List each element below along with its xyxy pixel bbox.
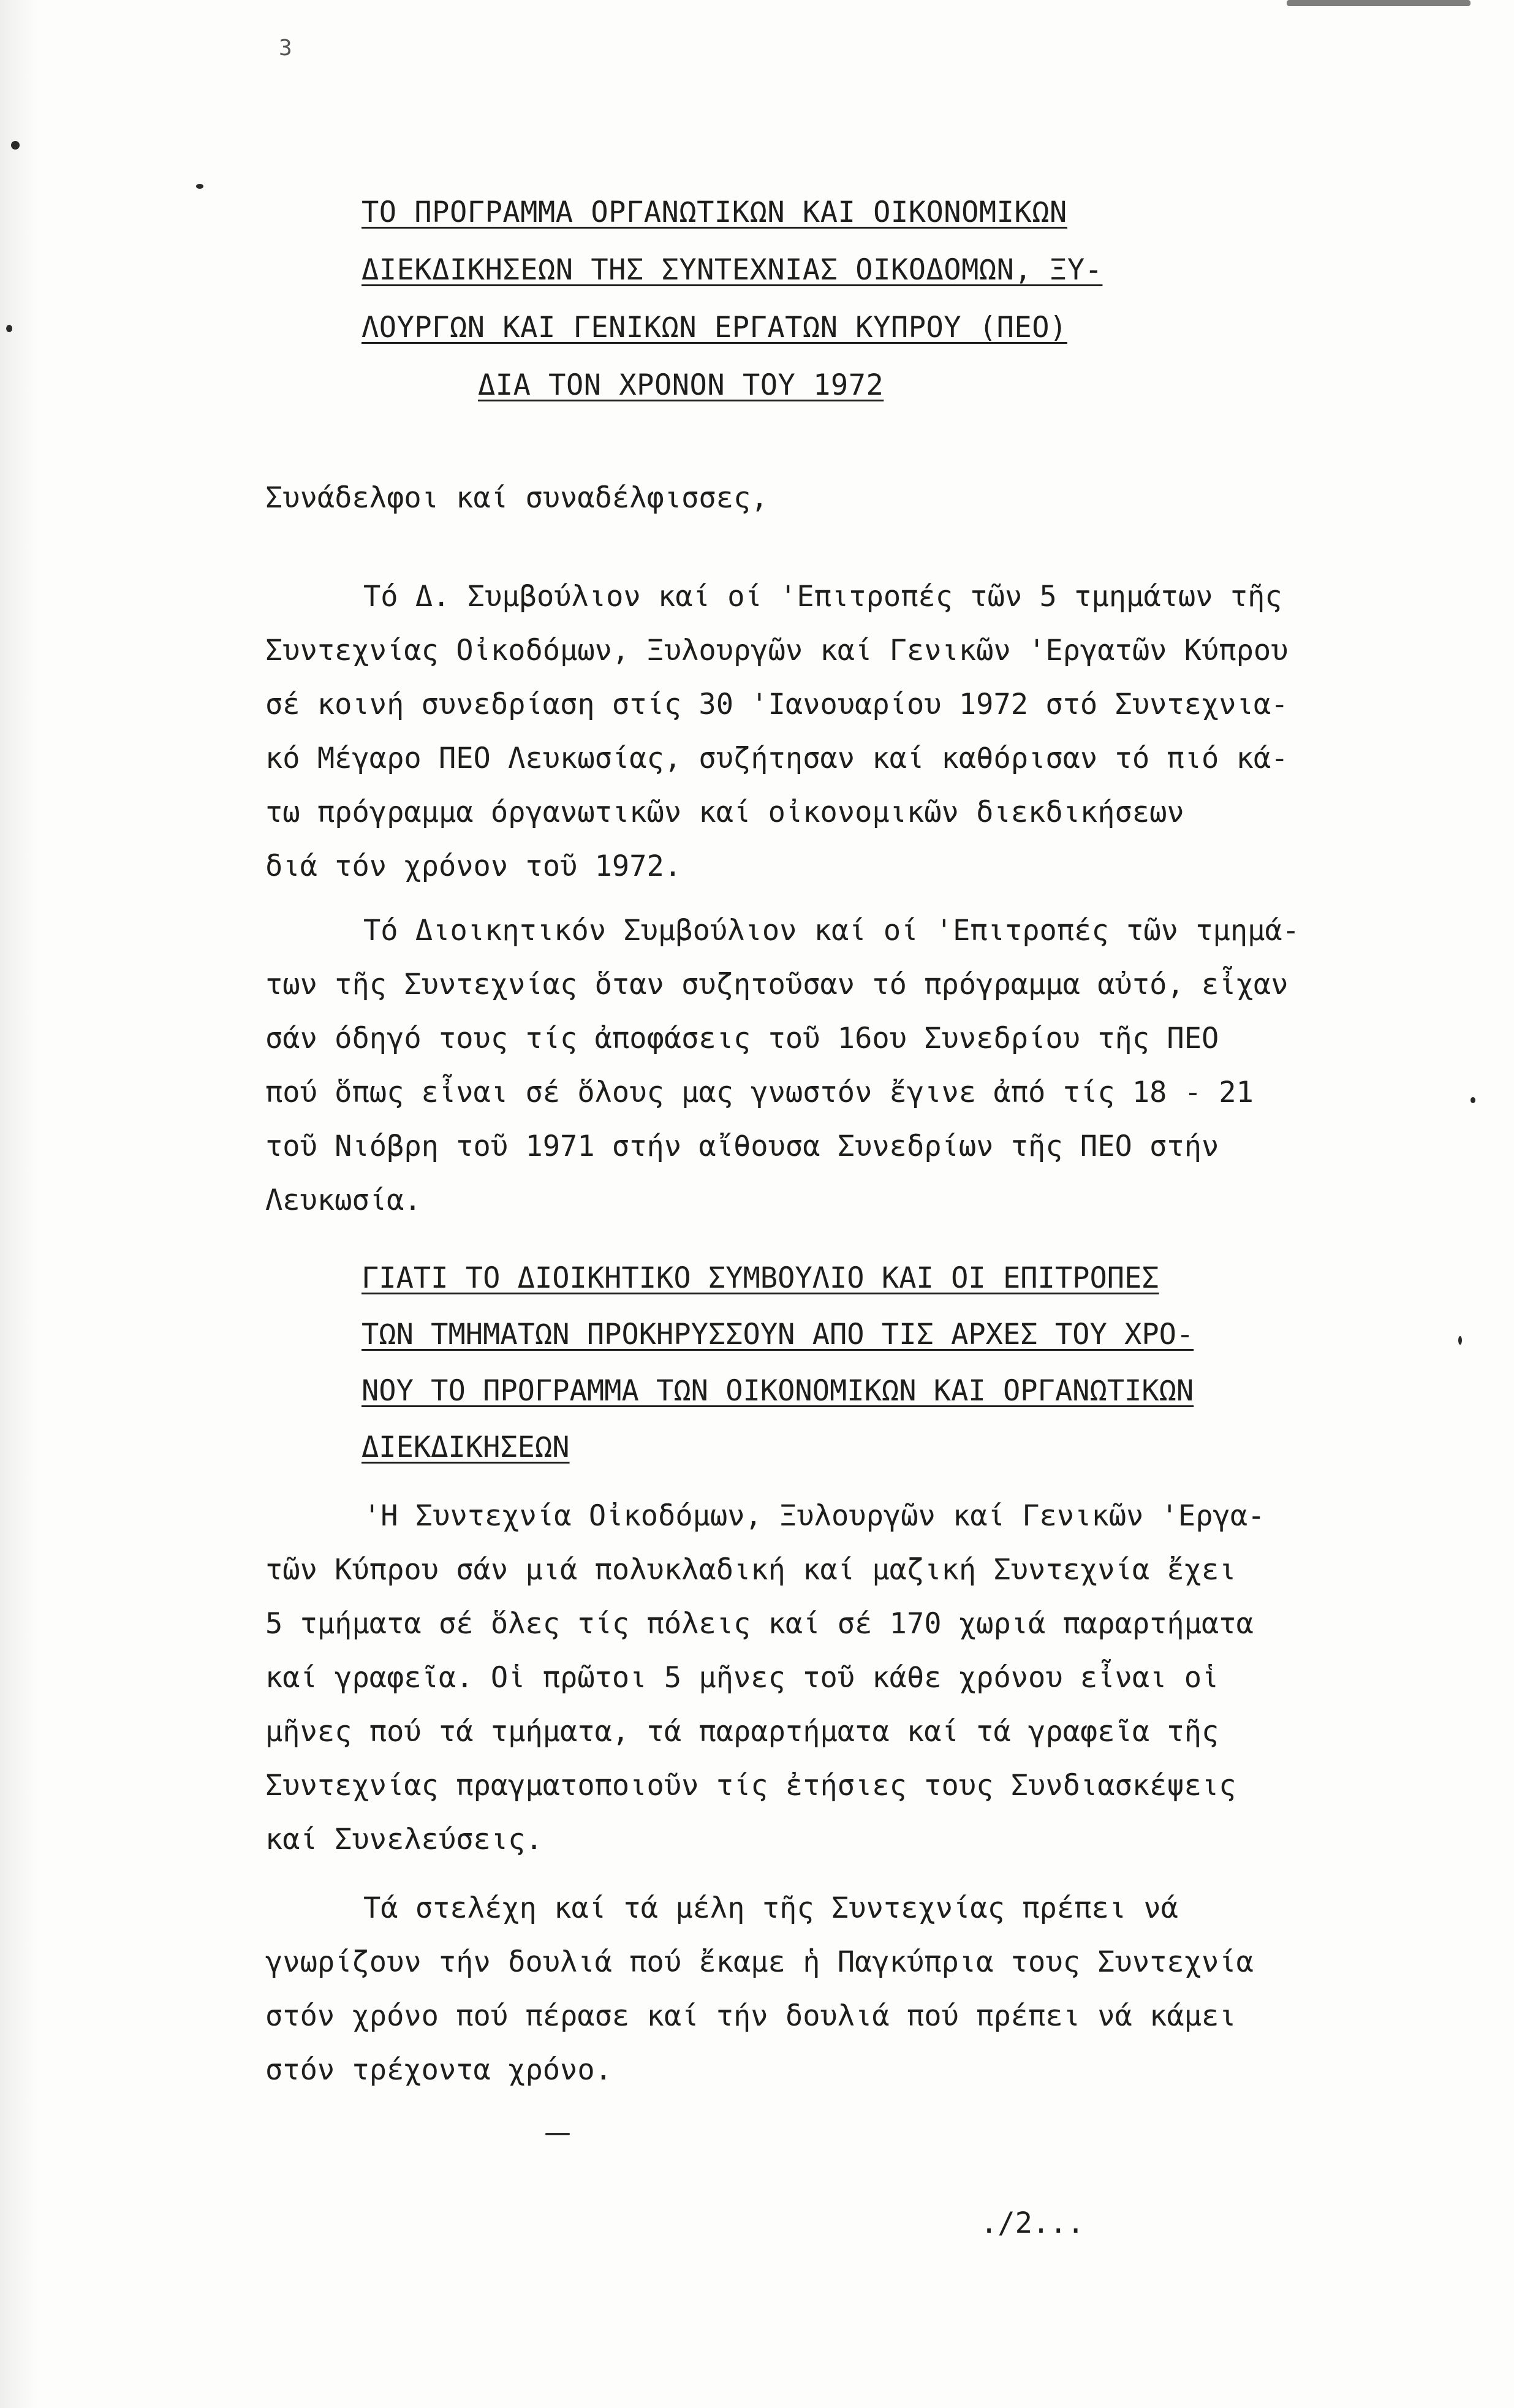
paragraph-line: κό Μέγαρο ΠΕΟ Λευκωσίας, συζήτησαν καί καθόρισαν τό πιό κά- (265, 742, 1289, 775)
title-line-4: ΔΙΑ ΤΟΝ ΧΡΟΝΟΝ ΤΟΥ 1972 (478, 368, 884, 402)
paragraph-line: καί Συνελεύσεις. (265, 1823, 543, 1856)
paragraph-line: τῶν Κύπρου σάν μιά πολυκλαδική καί μαζική Συντεχνία ἔχει (265, 1553, 1236, 1587)
paragraph-line: Τό Διοικητικόν Συμβούλιον καί οί 'Επιτροπές τῶν τμημά- (363, 914, 1300, 948)
section-heading-line: ΤΩΝ ΤΜΗΜΑΤΩΝ ΠΡΟΚΗΡΥΣΣΟΥΝ ΑΠΟ ΤΙΣ ΑΡΧΕΣ ΤΟΥ ΧΡΟ- (361, 1318, 1194, 1351)
salutation: Συνάδελφοι καί συναδέλφισσες, (265, 481, 768, 515)
section-heading-line: ΝΟΥ ΤΟ ΠΡΟΓΡΑΜΜΑ ΤΩΝ ΟΙΚΟΝΟΜΙΚΩΝ ΚΑΙ ΟΡΓΑΝΩΤΙΚΩΝ (361, 1374, 1194, 1408)
paragraph-line: Τό Δ. Συμβούλιον καί οί 'Επιτροπές τῶν 5 τμημάτων τῆς (363, 580, 1282, 613)
scan-speck (1287, 0, 1470, 6)
paragraph-line: Συντεχνίας πραγματοποιοῦν τίς ἐτήσιες τους Συνδιασκέψεις (265, 1769, 1236, 1802)
paragraph-line: τω πρόγραμμα όργανωτικῶν καί οἰκονομικῶν διεκδικήσεων (265, 796, 1184, 829)
paragraph-line: στόν τρέχοντα χρόνο. (265, 2053, 612, 2087)
title-line-2: ΔΙΕΚΔΙΚΗΣΕΩΝ ΤΗΣ ΣΥΝΤΕΧΝΙΑΣ ΟΙΚΟΔΟΜΩΝ, ΞΥ- (361, 253, 1103, 287)
paragraph-line: 5 τμήματα σέ ὅλες τίς πόλεις καί σέ 170 χωριά παραρτήματα (265, 1607, 1254, 1641)
paragraph-line: στόν χρόνο πού πέρασε καί τήν δουλιά πού πρέπει νά κάμει (265, 1999, 1236, 2033)
paragraph-2 (265, 904, 1387, 1228)
scan-speck (1458, 1336, 1462, 1345)
paragraph-line: γνωρίζουν τήν δουλιά πού ἔκαμε ἡ Παγκύπρια τους Συντεχνία (265, 1945, 1254, 1979)
top-mark: 3 (279, 36, 292, 61)
paragraph-line: διά τόν χρόνον τοῦ 1972. (265, 849, 682, 883)
title-line-1: ΤΟ ΠΡΟΓΡΑΜΜΑ ΟΡΓΑΝΩΤΙΚΩΝ ΚΑΙ ΟΙΚΟΝΟΜΙΚΩΝ (361, 196, 1067, 229)
section-heading (361, 1250, 1311, 1476)
page-continuation-marker: ./2... (980, 2206, 1084, 2240)
paragraph-line: Λευκωσία. (265, 1183, 422, 1217)
paragraph-line: των τῆς Συντεχνίας ὅταν συζητοῦσαν τό πρόγραμμα αὐτό, εἶχαν (265, 968, 1289, 1001)
title-line-3: ΛΟΥΡΓΩΝ ΚΑΙ ΓΕΝΙΚΩΝ ΕΡΓΑΤΩΝ ΚΥΠΡΟΥ (ΠΕΟ) (361, 311, 1067, 344)
scan-speck (11, 141, 20, 150)
paragraph-1 (265, 570, 1387, 894)
document-title (361, 184, 1176, 414)
scan-speck (196, 184, 203, 189)
section-heading-line: ΔΙΕΚΔΙΚΗΣΕΩΝ (361, 1430, 570, 1464)
paragraph-line: Τά στελέχη καί τά μέλη τῆς Συντεχνίας πρέπει νά (363, 1891, 1178, 1925)
scan-speck (1470, 1097, 1475, 1103)
section-heading-line: ΓΙΑΤΙ ΤΟ ΔΙΟΙΚΗΤΙΚΟ ΣΥΜΒΟΥΛΙΟ ΚΑΙ ΟΙ ΕΠΙΤΡΟΠΕΣ (361, 1261, 1159, 1295)
paragraph-line: σάν όδηγό τους τίς ἀποφάσεις τοῦ 16ου Συνεδρίου τῆς ΠΕΟ (265, 1022, 1219, 1055)
paragraph-3 (265, 1489, 1387, 1867)
scan-edge-shadow (0, 0, 37, 2408)
paragraph-line: τοῦ Νιόβρη τοῦ 1971 στήν αἴθουσα Συνεδρίων τῆς ΠΕΟ στήν (265, 1130, 1219, 1163)
paragraph-line: μῆνες πού τά τμήματα, τά παραρτήματα καί τά γραφεῖα τῆς (265, 1715, 1219, 1749)
paragraph-line: 'Η Συντεχνία Οἰκοδόμων, Ξυλουργῶν καί Γενικῶν 'Εργα- (363, 1499, 1265, 1533)
paragraph-line: καί γραφεῖα. Οἱ πρῶτοι 5 μῆνες τοῦ κάθε χρόνου εἶναι οἱ (265, 1661, 1219, 1695)
paragraph-line: Συντεχνίας Οἰκοδόμων, Ξυλουργῶν καί Γενικῶν 'Εργατῶν Κύπρου (265, 634, 1289, 667)
paragraph-line: πού ὅπως εἶναι σέ ὅλους μας γνωστόν ἔγινε ἀπό τίς 18 - 21 (265, 1076, 1254, 1109)
scan-speck (545, 2133, 570, 2135)
paragraph-line: σέ κοινή συνεδρίαση στίς 30 'Ιανουαρίου 1972 στό Συντεχνια- (265, 688, 1289, 721)
scan-speck (6, 325, 12, 332)
paragraph-4 (265, 1882, 1387, 2097)
